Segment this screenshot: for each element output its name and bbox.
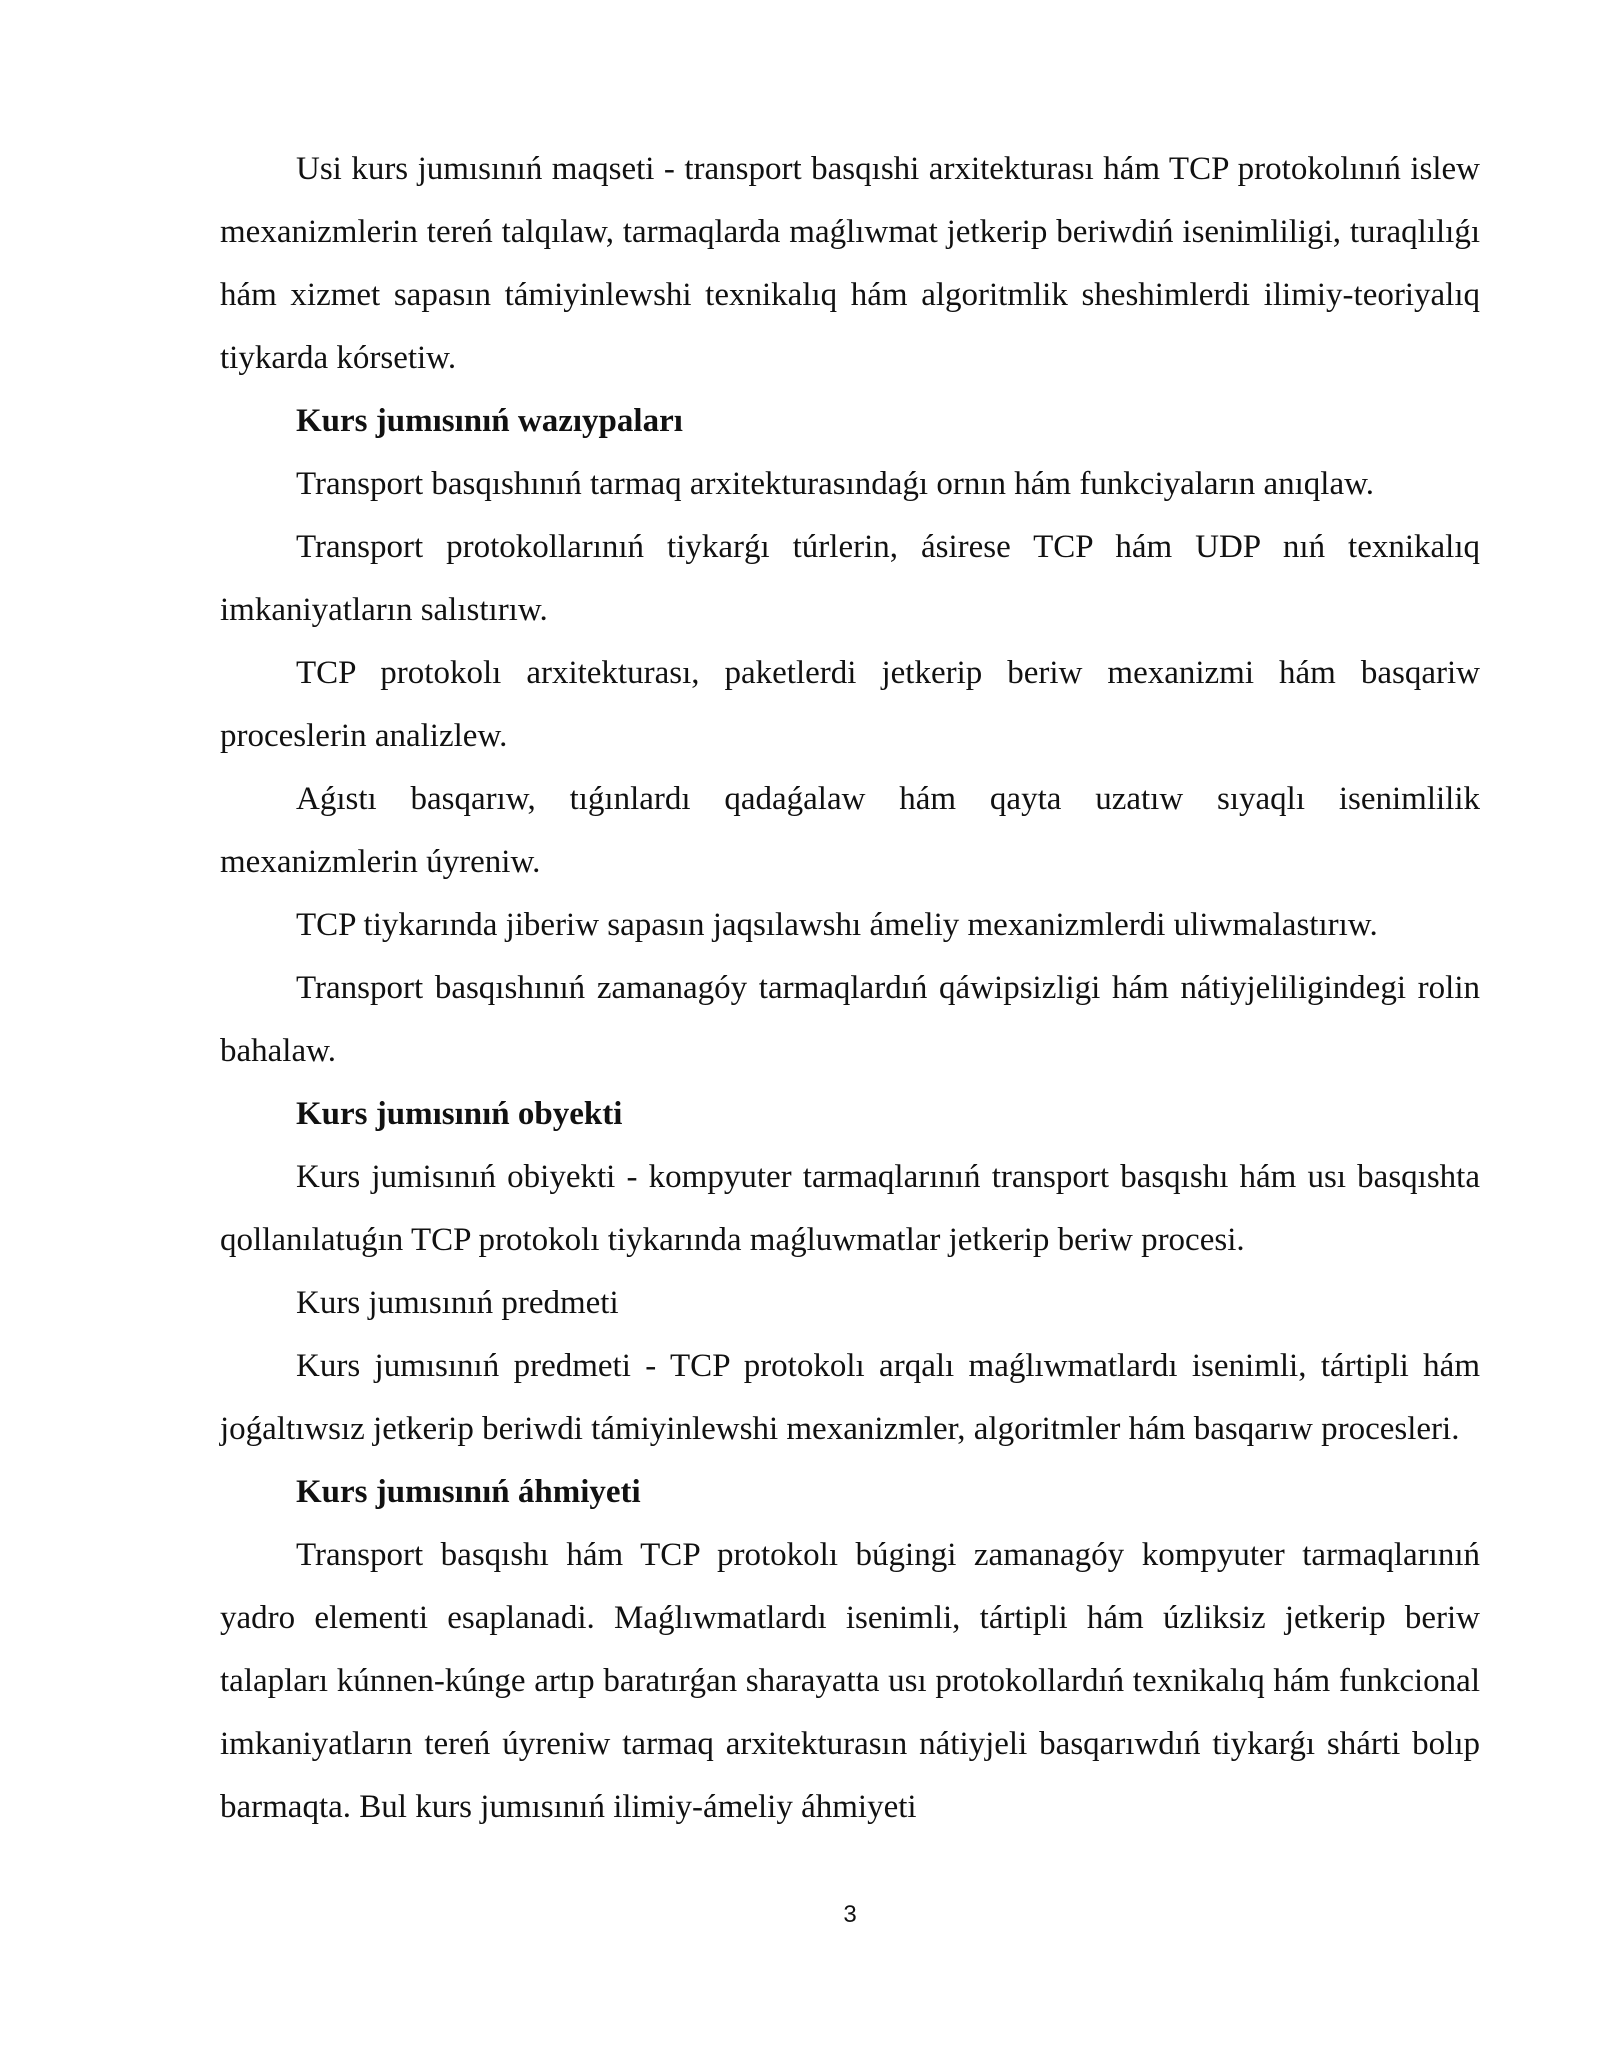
page-number: 3 [843,1901,857,1928]
heading-subject: Kurs jumısınıń predmeti [296,1285,619,1321]
page-body [220,138,1480,1839]
paragraph-importance: Transport basqıshı hám TCP protokolı búgingi zamanagóy kompyuter tarmaqlarınıń yadro elementi esaplanadi. Maǵlıwmatlardı isenimli, tártipli hám úzliksiz jetkerip beriw talapları kúnnen-kúnge artıp baratırǵan sharayatta usı protokollardıń texnikalıq hám funkcional imkaniyatların tereń úyreniw tarmaq arxitekturasın nátiyjeli basqarıwdıń tiykarǵı shárti bolıp barmaqta. Bul kurs jumısınıń ilimiy-ámeliy áhmiyeti [220,1537,1480,1825]
paragraph-task-3: TCP protokolı arxitekturası, paketlerdi jetkerip beriw mexanizmi hám basqariw proceslerin analizlew. [220,655,1480,754]
paragraph-task-1: Transport basqıshınıń tarmaq arxitekturasındaǵı ornın hám funkciyaların anıqlaw. [296,466,1375,502]
heading-tasks: Kurs jumısınıń wazıypaları [296,403,683,439]
paragraph-task-6: Transport basqıshınıń zamanagóy tarmaqlardıń qáwipsizligi hám nátiyjeliligindegi rolin bahalaw. [220,970,1480,1069]
paragraph-task-4: Aǵıstı basqarıw, tıǵınlardı qadaǵalaw hám qayta uzatıw sıyaqlı isenimlilik mexanizmlerin úyreniw. [220,781,1480,880]
paragraph-object: Kurs jumisınıń obiyekti - kompyuter tarmaqlarınıń transport basqıshı hám usı basqıshta qollanılatuǵın TCP protokolı tiykarında maǵluwmatlar jetkerip beriw procesi. [220,1159,1480,1258]
paragraph-subject: Kurs jumısınıń predmeti - TCP protokolı arqalı maǵlıwmatlardı isenimli, tártipli hám joǵaltıwsız jetkerip beriwdi támiyinlewshi mexanizmler, algoritmler hám basqarıw procesleri. [220,1348,1480,1447]
heading-importance: Kurs jumısınıń áhmiyeti [296,1474,641,1510]
paragraph-aim: Usi kurs jumısınıń maqseti - transport basqıshi arxitekturası hám TCP protokolınıń islew mexanizmlerin tereń talqılaw, tarmaqlarda maǵlıwmat jetkerip beriwdiń isenimliligi, turaqlılıǵı hám xizmet sapasın támiyinlewshi texnikalıq hám algoritmlik sheshimlerdi ilimiy-teoriyalıq tiykarda kórsetiw. [220,151,1480,376]
paragraph-task-2: Transport protokollarınıń tiykarǵı túrlerin, ásirese TCP hám UDP nıń texnikalıq imkaniyatların salıstırıw. [220,529,1480,628]
heading-object: Kurs jumısınıń obyekti [296,1096,623,1132]
paragraph-task-5: TCP tiykarında jiberiw sapasın jaqsılawshı ámeliy mexanizmlerdi uliwmalastırıw. [296,907,1378,943]
